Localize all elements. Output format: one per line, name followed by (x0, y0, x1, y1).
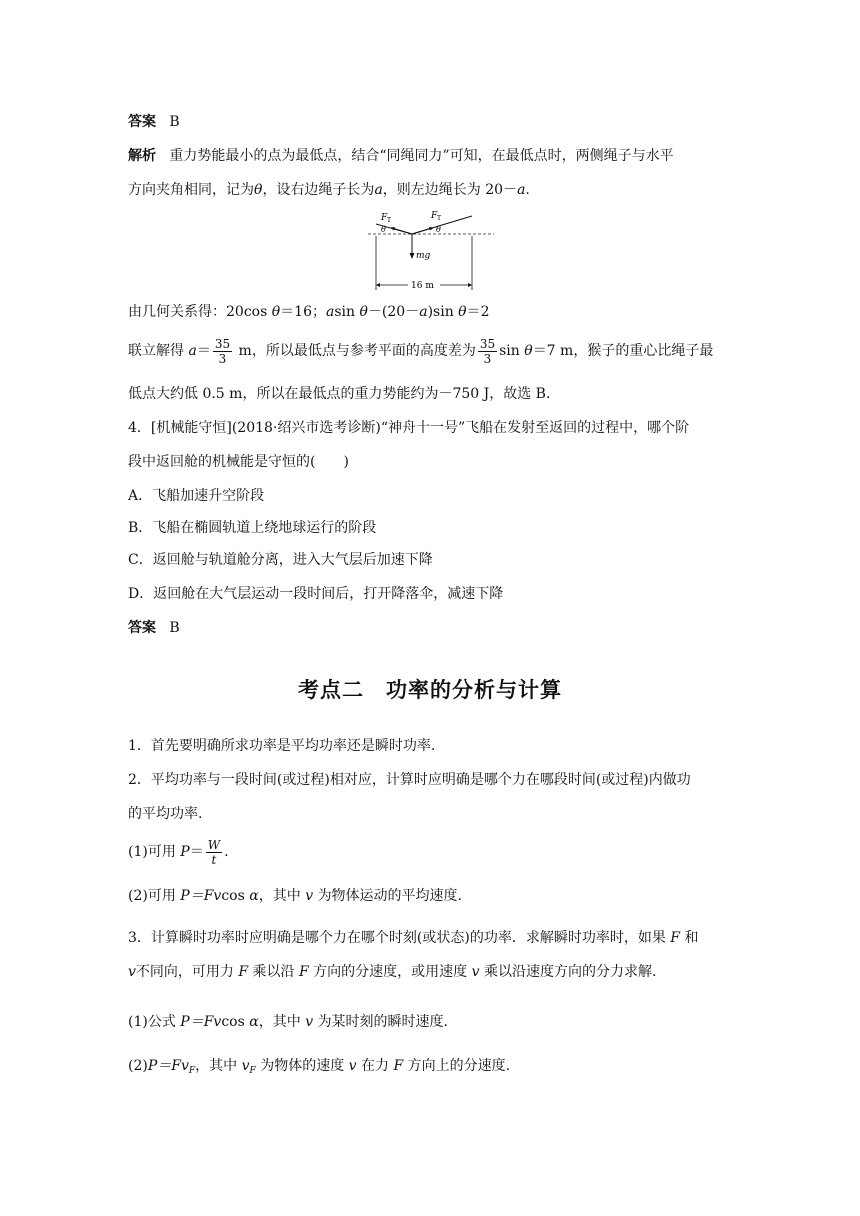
p21-end: . (224, 844, 229, 860)
frac-num: 35 (214, 336, 231, 351)
solve-eq: ＝ (196, 343, 211, 359)
fraction-35-3 (213, 337, 232, 366)
p3b-F2: F (299, 964, 309, 980)
p21-eq: ＝ (189, 844, 204, 860)
p32-c: 方向上的分速度. (407, 1058, 511, 1074)
p31-alpha: α (249, 1014, 259, 1030)
dimension-label: 16 m (411, 281, 434, 291)
ft-right-arrow (429, 227, 434, 231)
option-a: A．飞船加速升空阶段 (128, 488, 265, 504)
rope-diagram (368, 208, 498, 292)
solve-unit: m，所以最低点与参考平面的高度差为 (238, 343, 476, 359)
analysis-text-2d: . (525, 182, 530, 198)
question4-line2: 段中返回舱的机械能是守恒的( ) (128, 454, 349, 470)
analysis-label: 解析 (128, 148, 156, 164)
theta-left-label: θ (381, 225, 386, 234)
frac-den-b: 3 (483, 351, 492, 366)
p32-v2: v (348, 1058, 357, 1074)
frac-t: t (211, 852, 217, 867)
p32-sub: F (188, 1066, 196, 1076)
option-d: D．返回舱在大气层运动一段时间后，打开降落伞，减速下降 (128, 586, 504, 602)
answer-label: 答案 (128, 114, 156, 130)
p32-F: F (393, 1058, 404, 1074)
p21-prefix: (1)可用 (128, 844, 176, 860)
geometry-rest2: )sin (427, 304, 454, 320)
ft-left-label: F (381, 213, 388, 223)
p3b-d: 乘以沿速度方向的分力求解. (484, 964, 657, 980)
a-g2: a (419, 304, 428, 320)
sin-g1: sin (334, 304, 356, 320)
geometry-prefix: 由几何关系得：20cos (128, 304, 268, 320)
section-title: 考点二 功率的分析与计算 (298, 678, 562, 702)
theta-g3: θ (458, 304, 467, 320)
p32-a: 为物体的速度 (260, 1058, 345, 1074)
theta-right-label: θ (436, 225, 441, 234)
analysis-text-1: 重力势能最小的点为最低点，结合“同绳同力”可知，在最低点时，两侧绳子与水平 (169, 148, 674, 164)
solve-prefix: 联立解得 (128, 343, 184, 359)
a-symbol: a (374, 182, 383, 198)
p31-mid: ，其中 (258, 1014, 301, 1030)
ft-right-sub: T (437, 215, 442, 222)
geometry-rest: －(20－ (367, 304, 420, 320)
solve-line (128, 336, 713, 366)
p32-prefix: (2) (128, 1058, 148, 1074)
frac-num-b: 35 (479, 336, 496, 351)
p21-P: P (180, 844, 190, 860)
point-3-2 (128, 1056, 510, 1078)
mg-label: mg (416, 251, 431, 261)
ft-right-label: F (431, 211, 438, 221)
p3b-c: 方向的分速度，或用速度 (313, 964, 468, 980)
p32-v: v (241, 1058, 250, 1074)
p31-cos: cos (221, 1014, 245, 1030)
ft-left-sub: T (387, 217, 392, 224)
p31-v: v (305, 1014, 314, 1030)
geometry-end: ＝2 (466, 304, 490, 320)
point-2b: 的平均功率. (128, 806, 203, 822)
p32-mid: ，其中 (195, 1058, 238, 1074)
p22-mid: ，其中 (258, 888, 301, 904)
p3a-tail: 和 (684, 930, 699, 946)
p3a-prefix: 3．计算瞬时功率时应明确是哪个力在哪个时刻(或状态)的功率．求解瞬时功率时，如果 (128, 930, 666, 946)
option-c: C．返回舱与轨道舱分离，进入大气层后加速下降 (128, 552, 433, 568)
p3b-a: 不同向，可用力 (135, 964, 234, 980)
p3b-F: F (238, 964, 249, 980)
a-symbol-2: a (517, 182, 526, 198)
p3a-F: F (670, 930, 681, 946)
analysis-text-2a: 方向夹角相同，记为 (128, 182, 254, 198)
theta-g1: θ (271, 304, 281, 320)
option-b: B．飞船在椭圆轨道上绕地球运行的阶段 (128, 520, 377, 536)
p22-v: v (305, 888, 314, 904)
analysis-line-1 (128, 146, 674, 166)
p31-formula: P＝Fv (180, 1014, 222, 1030)
theta-symbol: θ (254, 182, 263, 198)
a-g1: a (326, 304, 335, 320)
point-1: 1．首先要明确所求功率是平均功率还是瞬时功率. (128, 738, 436, 754)
p32-sub2: F (249, 1066, 256, 1076)
p31-prefix: (1)公式 (128, 1014, 176, 1030)
geometry-mid: ＝16； (280, 304, 326, 320)
p22-tail: 为物体运动的平均速度. (317, 888, 463, 904)
answer-line-1 (128, 112, 180, 132)
p32-formula: P＝Fv (147, 1058, 189, 1074)
point-3-1 (128, 1012, 448, 1032)
answer-line-2 (128, 618, 180, 638)
solve-line-2: 低点大约低 0.5 m，所以在最低点的重力势能约为－750 J，故选 B. (128, 386, 551, 402)
point-3b (128, 962, 656, 982)
p3b-v: v (128, 964, 136, 980)
point-3a (128, 928, 698, 948)
p3b-b: 乘以沿 (252, 964, 295, 980)
answer2-value: B (169, 620, 180, 636)
fraction-35-3-b (478, 337, 497, 366)
frac-W: W (207, 837, 221, 852)
theta-s1: θ (524, 343, 533, 359)
question4-line1: 4．[机械能守恒](2018·绍兴市选考诊断)“神舟十一号”飞船在发射至返回的过程中，哪个阶 (128, 420, 690, 436)
analysis-text-2c: ，则左边绳长为 20－ (382, 182, 518, 198)
a-s1: a (188, 343, 197, 359)
p22-alpha: α (249, 888, 259, 904)
frac-den: 3 (218, 351, 227, 366)
fraction-w-t (206, 838, 222, 867)
p32-b: 在力 (361, 1058, 390, 1074)
analysis-text-2b: ，设右边绳子长为 (262, 182, 375, 198)
point-2-1 (128, 834, 229, 870)
point-2a: 2．平均功率与一段时间(或过程)相对应，计算时应明确是哪个力在哪段时间(或过程)内做功 (128, 772, 691, 788)
p22-cos: cos (221, 888, 245, 904)
p31-tail: 为某时刻的瞬时速度. (317, 1014, 449, 1030)
geometry-line (128, 302, 490, 322)
point-2-2 (128, 886, 462, 906)
p22-formula: P＝Fv (180, 888, 222, 904)
p3b-v2: v (471, 964, 480, 980)
theta-g2: θ (359, 304, 368, 320)
gravity-arrow (410, 253, 415, 259)
analysis-line-2 (128, 180, 530, 200)
solve-tail: ＝7 m，猴子的重心比绳子最 (532, 343, 714, 359)
p22-prefix: (2)可用 (128, 888, 176, 904)
answer-value: B (169, 114, 180, 130)
answer2-label: 答案 (128, 620, 156, 636)
ft-left-arrow (390, 227, 395, 231)
sin-s1: sin (499, 343, 520, 359)
